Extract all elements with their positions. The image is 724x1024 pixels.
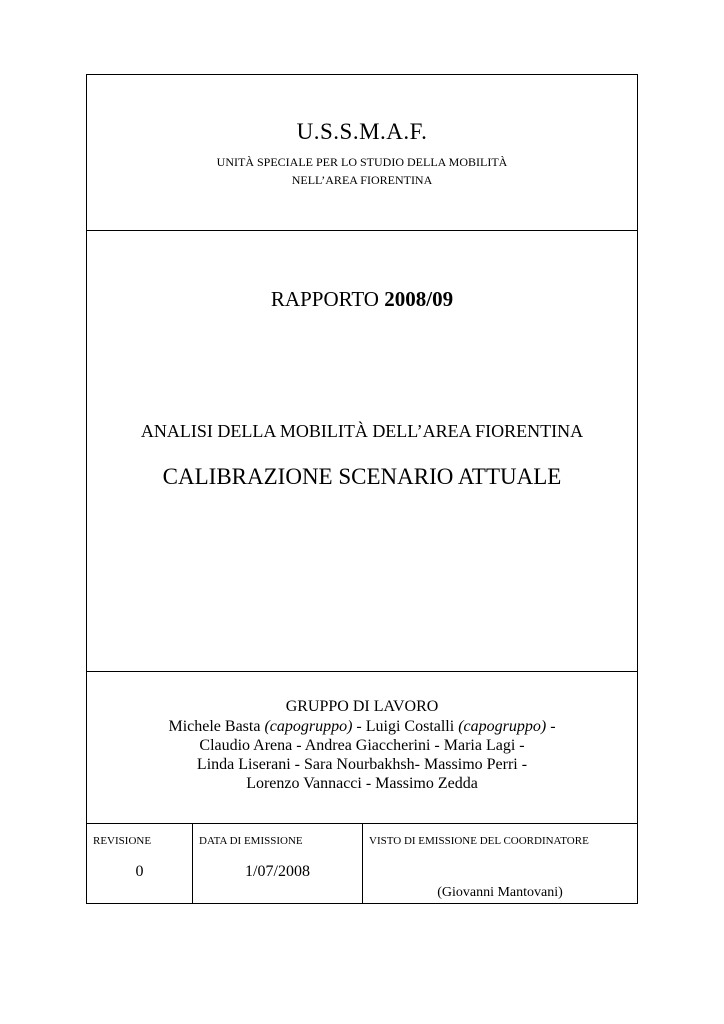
approval-table: [87, 824, 637, 903]
team-leader-2: Luigi Costalli: [365, 718, 455, 735]
team-section: [87, 672, 637, 824]
team-line-2: Claudio Arena - Andrea Giaccherini - Maria Lagi -: [199, 737, 525, 754]
issue-date-label: DATA DI EMISSIONE: [199, 835, 303, 847]
report-subject: CALIBRAZIONE SCENARIO ATTUALE: [162, 464, 562, 489]
revision-label: REVISIONE: [93, 835, 152, 847]
team-line-3: Linda Liserani - Sara Nourbakhsh- Massimo Perri -: [196, 756, 528, 773]
coordinator-approval-cell: [363, 824, 637, 903]
issue-date-cell: [193, 824, 363, 903]
team-leader-1: Michele Basta: [168, 718, 261, 735]
organization-subtitle-line1: UNITÀ SPECIALE PER LO STUDIO DELLA MOBILITÀ: [216, 155, 508, 169]
organization-subtitle: [87, 153, 637, 189]
coordinator-approval-label: VISTO DI EMISSIONE DEL COORDINATORE: [369, 835, 589, 847]
report-analysis-title: ANALISI DELLA MOBILITÀ DELL’AREA FIORENTINA: [140, 421, 584, 441]
team-leader-1-role: (capogruppo): [264, 718, 353, 735]
organization-section: [87, 75, 637, 231]
team-separator: -: [352, 718, 366, 735]
team-members: [87, 717, 637, 793]
team-line-1-trailer: -: [546, 718, 556, 735]
organization-subtitle-line2: NELL’AREA FIORENTINA: [291, 173, 433, 187]
team-leader-2-role: (capogruppo): [458, 718, 547, 735]
team-line-1: [87, 717, 637, 736]
report-number: 2008/09: [384, 287, 454, 311]
issue-date-value: 1/07/2008: [245, 863, 310, 880]
revision-value: 0: [135, 863, 144, 880]
revision-cell: [87, 824, 193, 903]
report-title: [87, 287, 637, 312]
team-line-4: Lorenzo Vannacci - Massimo Zedda: [246, 775, 478, 792]
report-section: [87, 231, 637, 672]
document-frame: [86, 74, 638, 904]
report-label: RAPPORTO: [270, 287, 379, 311]
organization-name: U.S.S.M.A.F.: [296, 119, 428, 144]
coordinator-name: (Giovanni Mantovani): [437, 885, 563, 900]
team-heading: GRUPPO DI LAVORO: [285, 698, 439, 715]
